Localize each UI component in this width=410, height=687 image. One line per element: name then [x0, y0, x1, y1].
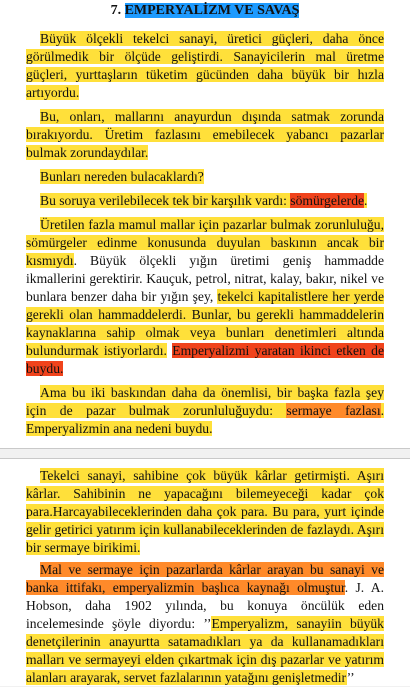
paragraph-4	[26, 192, 384, 210]
highlight-yellow: . Emperyalizmin ana nedeni buydu.	[26, 403, 384, 436]
highlight-red: Emperyalizmi yaratan ikinci etken de buydu.	[26, 343, 384, 376]
page-2	[0, 458, 410, 686]
chapter-title	[26, 2, 384, 20]
paragraph-1	[26, 30, 384, 102]
highlight-red: sömürgelerde	[290, 193, 365, 208]
plain-text: ’’	[346, 670, 355, 685]
paragraph-7	[26, 467, 384, 557]
highlight-yellow: Büyük ölçekli tekelci sanayi, üretici güçleri, daha önce görülmedik bir ölçüde geliştirdi. Sanayicilerin mal üretme güçleri, yurttaşların tüketim gücünden daha büyük bir hızla artıyordu.	[26, 31, 384, 100]
paragraph-8	[26, 561, 384, 687]
highlight-yellow: tekelci kapitalistlere her yerde gerekli olan hammaddelerdi. Bunlar, bu gerekli hammaddelerin kaynaklarına sahip olmak veya bunları denetimleri altında bulundurmak istiyorlardı.	[26, 289, 384, 358]
highlight-yellow: Ama bu iki baskından daha da önemlisi, bir başka fazla şey için de pazar bulmak zorunluluğuydu:	[26, 385, 384, 418]
chapter-title-text: EMPERYALİZM VE SAVAŞ	[124, 3, 300, 18]
plain-text: . Büyük ölçekli yığın üretimi geniş hammadde ikmallerini gerektirir. Kauçuk, petrol, nitrat, kalay, bakır, nikel ve bunlara benzer daha bir yığın şey,	[26, 253, 384, 304]
highlight-yellow: .	[364, 193, 368, 208]
highlight-yellow: Tekelci sanayi, sahibine çok büyük kârlar getirmişti. Aşırı kârlar. Sahibinin ne yapacağını bilemeyeceği kadar çok para.Harcayabileceklerinden daha çok para. Bu para, yurt içinde gelir getirici yatırım için kullanabileceklerinden de fazlaydı. Aşırı bir sermaye birikimi.	[26, 468, 384, 555]
highlight-orange: sermaye fazlası	[286, 403, 381, 418]
highlight-yellow: Emperyalizm, sanayiin büyük denetçilerinin anayurtta satamadıkları ya da kullanamadıkları malları ve sermayeyi elden çıkartmak için dış pazarlar ve yatırım alanları arayarak, servet fazlalarının yatağını genişletmedir	[26, 616, 384, 685]
paragraph-6	[26, 384, 384, 438]
paragraph-5	[26, 216, 384, 378]
chapter-number: 7.	[110, 3, 125, 18]
paragraph-2	[26, 108, 384, 162]
plain-text: . J. A. Hobson, daha 1902 yılında, bu konuya öncülük eden incelemesinde şöyle diyordu: ’’	[26, 580, 384, 631]
highlight-yellow: Bu soruya verilebilecek tek bir karşılık vardı:	[40, 193, 291, 208]
highlight-yellow: Bunları nereden bulacaklardı?	[40, 169, 204, 184]
paragraph-3	[26, 168, 384, 186]
highlight-yellow: Üretilen fazla mamul mallar için pazarlar bulmak zorunluluğu, sömürgeler edinme konusunda duyulan baskının ancak bir kısmıydı	[26, 217, 384, 268]
highlight-yellow: Bu, onları, mallarını anayurdun dışında satmak zorunda bırakıyordu. Üretim fazlasını emebilecek yabancı pazarlar bulmak zorundaydılar.	[26, 109, 384, 160]
highlight-orange: Mal ve sermaye için pazarlarda kârlar arayan bu sanayi ve banka ittifakı, emperyalizmin başlıca kaynağı olmuştur	[26, 562, 384, 595]
